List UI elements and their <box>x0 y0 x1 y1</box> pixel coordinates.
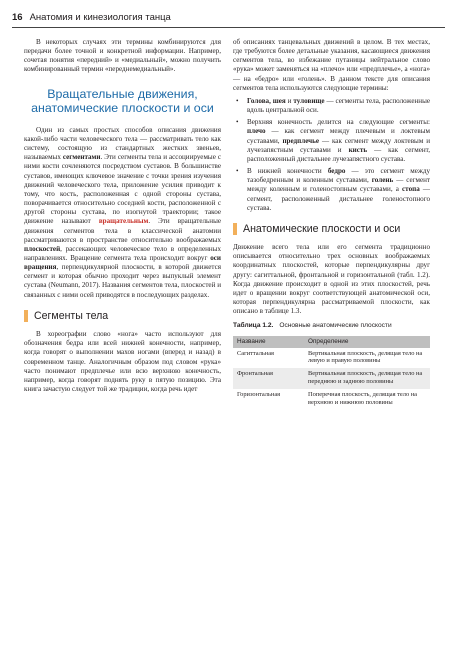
table-cell: Сагиттальная <box>237 349 274 357</box>
table-cell: Горизонтальная <box>237 390 281 398</box>
running-title: Анатомия и кинезиология танца <box>29 12 171 23</box>
heading-accent-bar <box>233 223 237 235</box>
table-row <box>233 389 430 410</box>
paragraph: В некоторых случаях эти термины комбинируются для передачи более точной и конкретной информации. Например, сочетая понятия «передний» и «медиальный», можно получить комбинированный термин «переднемедиальный». <box>24 38 221 74</box>
list-item: • Верхняя конечность делится на следующие сегменты: плечо — как сегмент между плечевым и локтевым суставами, предплечье — как сегмент между локтевым и лучезапястным суставами и кисть — как сегмент, расположенный дистальнее лучезапястного сустава. <box>236 118 431 163</box>
table-cell: Вертикальная плоскость, делящая тело на левую и правую половины <box>308 349 423 365</box>
table-cell: Поперечная плоскость, делящая тело на верхнюю и нижнюю половины <box>308 390 417 406</box>
left-column <box>24 38 221 394</box>
paragraph: Один из самых простых способов описания движения какой-либо части человеческого тела — рассматривать тело как систему, состоящую из стандартных жестких звеньев, называемых сегментами. Эти сегменты тела и ассоциируемые с ними кости сочленяются посредством суставов. В большинстве суставов, имеющих ключевое значение с точки зрения изучения движений человеческого тела, приложение усилия приводит к тому, что кость, расположенная с одной стороны сустава, поворачивается относительно соседней кости, расположенной с другой стороны сустава, по изогнутой траектории; такое движение называют вращательным. Эти вращательные движения сегментов тела в классической анатомии рассматриваются в пространстве относительно воображаемых плоскостей, рассекающих человеческое тело в определенных направлениях. Вращение сегмента тела происходит вокруг оси вращения, перпендикулярной плоскости, в которой движется сегмент и которая обычно проходит через выпуклый элемент сустава (Neumann, 2017). Названия сегментов тела, плоскостей и связанных с ними осей приводятся в последующих разделах. <box>24 125 221 299</box>
term-axis: оси вращения <box>24 254 221 272</box>
list-item: • Голова, шея и туловище — сегменты тела, расположенные вдоль центральной оси. <box>236 96 431 115</box>
table-cell: Вертикальная плоскость, делящая тело на переднюю и заднюю половины <box>304 368 430 389</box>
table-caption: Таблица 1.2. Основные анатомические плоскости <box>233 322 392 330</box>
subsection-heading <box>233 223 430 235</box>
table-row <box>233 348 430 369</box>
table-row <box>233 368 430 389</box>
paragraph: В хореографии слово «нога» часто используют для обозначения бедра или всей нижней конечности, например, когда говорят о выполнении махов ногами (вперед и назад) в современном танце. Аналогичным образом под словом «рука» часто понимают предплечье или всю верхнюю конечность, например, когда говорят поднять руку в пятую позицию. Эта книга зачастую следует той же традиции, когда речь идет <box>24 330 221 394</box>
table-header-row <box>233 336 430 348</box>
page-header <box>12 12 445 32</box>
header-rule <box>12 27 445 28</box>
subsection-title: Сегменты тела <box>34 309 109 322</box>
bullet-icon: • <box>236 167 239 176</box>
bullet-icon: • <box>236 118 239 127</box>
list-item: • В нижней конечности бедро — это сегмент между тазобедренным и коленным суставами, голень — сегмент между коленным и голеностопным суставами, а стопа — сегмент, расположенный дистальнее голеностопного сустава. <box>236 167 430 212</box>
heading-accent-bar <box>24 310 28 322</box>
column-header: Название <box>233 336 304 348</box>
term-planes: плоскостей <box>24 244 61 253</box>
subsection-title: Анатомические плоскости и оси <box>243 222 401 235</box>
right-column <box>233 38 430 409</box>
bullet-icon: • <box>236 96 239 105</box>
table-cell: Фронтальная <box>233 368 304 389</box>
planes-table <box>233 336 430 410</box>
term-segments: сегментами <box>62 153 101 162</box>
paragraph: Движение всего тела или его сегмента традиционно описывается относительно трех основных воображаемых координатных плоскостей, которые перпендикулярны друг другу: сагиттальной, фронтальной и горизонтальной (табл. 1.2). Когда движение происходит в одной из этих плоскостей, речь идет о вращении вокруг соответствующей анатомической оси, которая перпендикулярна рассматриваемой плоскости, как описано в таблице 1.3. <box>233 243 430 316</box>
paragraph: об описаниях танцевальных движений в целом. В тех местах, где требуются более детальные указания, касающиеся движения сегментов тела, во избежание путаницы нейтральное слово «рука» может заменяться на «плечо» или «предплечье», а «нога» — на «бедро» или «голень». В данном тексте для описания сегментов тела используются следующие термины: <box>233 38 430 92</box>
column-header: Определение <box>304 336 430 348</box>
terms-list <box>233 97 430 213</box>
term-rotational: вращательным <box>98 217 149 226</box>
subsection-heading <box>24 310 221 322</box>
section-heading: Вращательные движения, анатомические плоскости и оси <box>31 86 214 116</box>
page-number: 16 <box>12 12 23 23</box>
